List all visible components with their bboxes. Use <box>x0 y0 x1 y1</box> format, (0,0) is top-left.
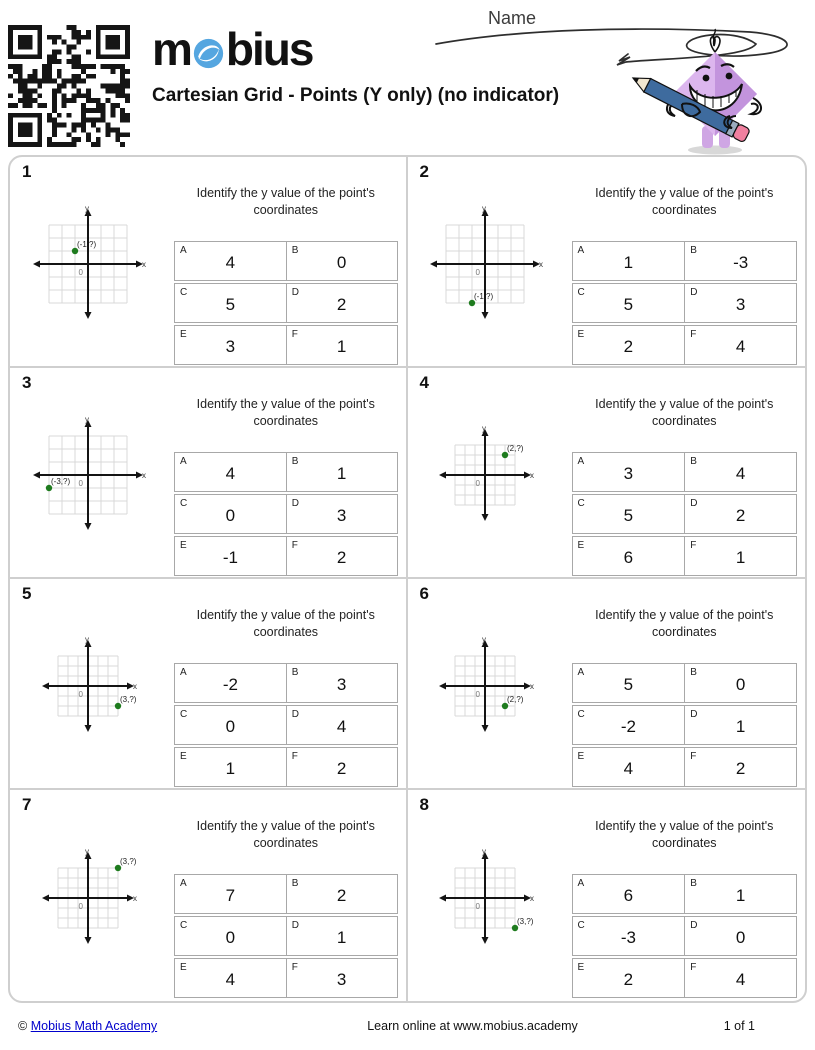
answer-option <box>684 284 796 322</box>
answer-value: 2 <box>623 336 634 356</box>
answer-value: 1 <box>735 716 746 736</box>
answer-letter: E <box>180 328 187 340</box>
answer-value: 1 <box>623 252 634 272</box>
answer-option <box>684 748 796 786</box>
mascot-illustration <box>630 29 761 155</box>
answer-row <box>572 747 798 787</box>
answer-option <box>286 706 397 744</box>
answer-letter: F <box>690 328 697 340</box>
answer-value: 2 <box>336 294 347 314</box>
mini-cartesian-grid <box>437 846 554 945</box>
question-text: Identify the y value of the point's coordinates <box>595 819 774 850</box>
answer-table <box>572 452 798 576</box>
answer-letter: E <box>180 961 187 973</box>
answer-row <box>572 494 798 534</box>
point-label: (-3,?) <box>50 477 70 486</box>
qr-code <box>8 25 130 147</box>
answer-row <box>174 241 398 281</box>
answer-value: 2 <box>735 758 746 778</box>
answer-letter: B <box>291 244 299 256</box>
answer-value: -2 <box>620 716 636 736</box>
logo-text-post: bius <box>225 23 313 75</box>
answer-value: 3 <box>336 674 347 694</box>
name-label: Name <box>488 8 537 28</box>
answer-row <box>174 874 398 914</box>
answer-letter: C <box>577 497 585 509</box>
answer-letter: D <box>690 497 698 509</box>
answer-letter: B <box>690 877 697 889</box>
answer-option <box>573 495 685 533</box>
answer-letter: E <box>180 750 187 762</box>
answer-value: 6 <box>623 885 634 905</box>
answer-value: 5 <box>225 294 236 314</box>
answer-value: 4 <box>735 463 746 483</box>
answer-value: 4 <box>336 716 347 736</box>
answer-letter: E <box>180 539 187 551</box>
answer-row <box>572 283 798 323</box>
answer-value: 0 <box>225 505 236 525</box>
answer-option <box>573 748 685 786</box>
answer-value: 1 <box>336 336 347 356</box>
svg-text:0: 0 <box>475 479 480 488</box>
answer-row <box>572 452 798 492</box>
question-text: Identify the y value of the point's coordinates <box>595 186 774 217</box>
footer-copyright: © Mobius Math Academy <box>18 1019 158 1033</box>
problem-number: 6 <box>419 584 429 603</box>
answer-value: 4 <box>225 969 236 989</box>
answer-value: -3 <box>620 927 636 947</box>
point-label: (3,?) <box>517 917 534 926</box>
answer-option <box>573 706 685 744</box>
answer-table <box>572 663 798 787</box>
mascot-eye <box>726 73 733 80</box>
svg-text:y: y <box>482 847 486 856</box>
answer-value: 1 <box>735 547 746 567</box>
mini-cartesian-grid <box>31 203 166 320</box>
answer-option <box>573 284 685 322</box>
answer-option <box>573 875 685 913</box>
question-area <box>570 579 806 788</box>
answer-option <box>684 537 796 575</box>
answer-letter: B <box>291 666 299 678</box>
answer-value: 2 <box>336 885 347 905</box>
answer-option <box>286 537 397 575</box>
answer-option <box>573 917 685 955</box>
answer-letter: F <box>291 539 298 551</box>
problem-number: 5 <box>22 584 32 603</box>
svg-text:0: 0 <box>78 268 83 277</box>
answer-letter: D <box>690 708 698 720</box>
answer-option <box>684 875 796 913</box>
problems-grid <box>8 155 807 1003</box>
answer-row <box>174 325 398 365</box>
answer-value: 3 <box>336 969 347 989</box>
answer-letter: C <box>180 919 188 931</box>
answer-option <box>684 453 796 491</box>
answer-option <box>175 917 286 955</box>
coordinate-grid-graph <box>10 368 172 577</box>
answer-letter: B <box>690 666 697 678</box>
svg-text:x: x <box>539 260 543 269</box>
answer-option <box>175 326 286 364</box>
svg-text:0: 0 <box>78 690 83 699</box>
answer-letter: E <box>577 961 585 973</box>
mascot-arm <box>751 98 761 114</box>
problem-cell <box>408 368 806 579</box>
answer-row <box>572 916 798 956</box>
answer-value: 4 <box>623 758 634 778</box>
answer-value: -3 <box>733 252 749 272</box>
answer-letter: E <box>577 328 585 340</box>
point-label: (-1,?) <box>474 292 494 301</box>
point-label: (3,?) <box>119 857 136 866</box>
question-text: Identify the y value of the point's coordinates <box>196 819 375 850</box>
footer-center-text: Learn online at www.mobius.academy <box>367 1019 578 1033</box>
question-area <box>172 157 406 366</box>
question-area <box>172 368 406 577</box>
answer-table <box>174 874 398 998</box>
mascot-shadow <box>688 146 742 155</box>
mascot-knot <box>710 37 720 52</box>
answer-value: 5 <box>623 674 634 694</box>
mascot-eye <box>703 75 710 82</box>
answer-letter: A <box>180 666 187 678</box>
answer-letter: C <box>180 497 188 509</box>
answer-letter: C <box>180 708 188 720</box>
answer-option <box>573 664 685 702</box>
page-indicator: 1 of 1 <box>723 1019 755 1033</box>
answer-letter: C <box>180 286 188 298</box>
answer-option <box>286 284 397 322</box>
answer-value: 2 <box>735 505 746 525</box>
answer-option <box>286 242 397 280</box>
answer-value: 4 <box>225 252 236 272</box>
answer-value: 2 <box>623 969 634 989</box>
worksheet-header <box>0 0 815 155</box>
answer-letter: D <box>291 497 299 509</box>
question-text: Identify the y value of the point's coordinates <box>196 186 375 217</box>
point-label: (2,?) <box>507 444 524 453</box>
answer-option <box>175 284 286 322</box>
question-text: Identify the y value of the point's coordinates <box>196 397 375 428</box>
answer-value: 6 <box>623 547 634 567</box>
answer-option <box>286 495 397 533</box>
answer-letter: C <box>577 919 585 931</box>
question-text: Identify the y value of the point's coordinates <box>196 608 375 639</box>
coordinate-grid-graph <box>408 790 570 1001</box>
answer-value: 3 <box>735 294 746 314</box>
answer-value: 0 <box>735 674 746 694</box>
question-area <box>570 157 806 366</box>
coordinate-grid-graph <box>408 368 570 577</box>
question-text: Identify the y value of the point's coordinates <box>595 397 774 428</box>
problem-cell <box>10 368 408 579</box>
answer-row <box>572 663 798 703</box>
answer-value: 0 <box>735 927 746 947</box>
answer-table <box>174 663 398 787</box>
answer-row <box>174 958 398 998</box>
answer-letter: E <box>577 539 585 551</box>
answer-letter: A <box>577 666 585 678</box>
answer-option <box>175 959 286 997</box>
answer-option <box>175 242 286 280</box>
answer-option <box>573 537 685 575</box>
answer-letter: A <box>577 244 585 256</box>
answer-letter: B <box>690 244 697 256</box>
answer-row <box>572 874 798 914</box>
answer-value: 5 <box>623 505 634 525</box>
svg-text:y: y <box>84 635 89 644</box>
problem-number: 8 <box>419 795 429 814</box>
answer-row <box>572 241 798 281</box>
question-text: Identify the y value of the point's coordinates <box>595 608 774 639</box>
answer-value: 3 <box>336 505 347 525</box>
question-area <box>172 790 406 1001</box>
answer-table <box>572 241 798 365</box>
problem-number: 1 <box>22 162 32 181</box>
problem-cell <box>408 790 806 1001</box>
answer-option <box>286 917 397 955</box>
svg-text:x: x <box>132 894 137 903</box>
answer-option <box>684 242 796 280</box>
answer-option <box>684 706 796 744</box>
answer-value: 7 <box>225 885 236 905</box>
answer-value: 2 <box>336 758 347 778</box>
answer-option <box>175 495 286 533</box>
answer-value: 3 <box>225 336 236 356</box>
answer-letter: A <box>180 455 187 467</box>
answer-row <box>174 283 398 323</box>
svg-text:0: 0 <box>78 902 83 911</box>
answer-option <box>286 453 397 491</box>
answer-row <box>174 536 398 576</box>
problem-cell <box>10 790 408 1001</box>
question-area <box>570 790 806 1001</box>
answer-row <box>572 325 798 365</box>
answer-row <box>174 452 398 492</box>
qr-code-image <box>8 25 130 147</box>
mini-cartesian-grid <box>428 203 563 320</box>
svg-text:y: y <box>84 847 89 856</box>
answer-letter: F <box>690 539 697 551</box>
point-label: (-1,?) <box>76 240 96 249</box>
question-area <box>172 579 406 788</box>
mobius-academy-link[interactable]: Mobius Math Academy <box>30 1019 158 1033</box>
problem-number: 3 <box>22 373 32 392</box>
answer-option <box>175 748 286 786</box>
mini-cartesian-grid <box>40 846 157 945</box>
answer-value: 5 <box>623 294 634 314</box>
answer-option <box>684 664 796 702</box>
answer-option <box>684 959 796 997</box>
answer-letter: F <box>690 961 697 973</box>
question-area <box>570 368 806 577</box>
answer-row <box>174 705 398 745</box>
answer-row <box>174 663 398 703</box>
answer-letter: F <box>291 750 298 762</box>
answer-value: 1 <box>735 885 746 905</box>
answer-row <box>174 916 398 956</box>
answer-option <box>684 917 796 955</box>
answer-letter: A <box>180 877 187 889</box>
answer-letter: B <box>291 877 299 889</box>
svg-text:0: 0 <box>78 479 83 488</box>
answer-letter: A <box>577 455 585 467</box>
answer-letter: B <box>690 455 697 467</box>
answer-option <box>286 664 397 702</box>
answer-option <box>286 959 397 997</box>
answer-letter: D <box>291 919 299 931</box>
mini-cartesian-grid <box>31 414 166 531</box>
answer-row <box>572 705 798 745</box>
answer-option <box>286 748 397 786</box>
answer-letter: F <box>690 750 697 762</box>
mini-cartesian-grid <box>40 634 157 733</box>
answer-option <box>573 326 685 364</box>
problem-cell <box>10 157 408 368</box>
answer-value: -2 <box>222 674 238 694</box>
answer-letter: F <box>291 961 298 973</box>
answer-option <box>573 242 685 280</box>
answer-value: 0 <box>225 716 236 736</box>
coordinate-grid-graph <box>10 579 172 788</box>
answer-table <box>174 241 398 365</box>
mobius-logo-o-icon <box>193 38 224 69</box>
answer-row <box>572 958 798 998</box>
worksheet-footer <box>8 1003 807 1049</box>
mini-cartesian-grid <box>437 423 554 522</box>
svg-text:y: y <box>84 204 89 213</box>
svg-text:x: x <box>141 260 146 269</box>
answer-letter: F <box>291 328 298 340</box>
coordinate-grid-graph <box>408 157 570 366</box>
worksheet-title: Cartesian Grid - Points (Y only) (no indicator) <box>152 85 560 106</box>
answer-row <box>174 747 398 787</box>
answer-value: 0 <box>336 252 347 272</box>
svg-text:x: x <box>530 471 534 480</box>
answer-letter: D <box>690 286 698 298</box>
mini-cartesian-grid <box>437 634 554 733</box>
problem-number: 7 <box>22 795 32 814</box>
answer-value: 4 <box>735 336 746 356</box>
svg-text:0: 0 <box>475 268 480 277</box>
answer-letter: C <box>577 286 585 298</box>
svg-text:y: y <box>84 415 89 424</box>
coordinate-grid-graph <box>10 790 172 1001</box>
svg-text:y: y <box>482 424 486 433</box>
answer-option <box>286 326 397 364</box>
svg-text:y: y <box>482 204 486 213</box>
svg-text:0: 0 <box>475 690 480 699</box>
answer-table <box>174 452 398 576</box>
answer-option <box>573 959 685 997</box>
answer-option <box>684 495 796 533</box>
answer-letter: D <box>690 919 698 931</box>
answer-option <box>175 453 286 491</box>
answer-option <box>175 664 286 702</box>
answer-row <box>174 494 398 534</box>
problem-number: 2 <box>419 162 429 181</box>
answer-table <box>572 874 798 998</box>
point-label: (2,?) <box>507 695 524 704</box>
point-label: (3,?) <box>119 695 136 704</box>
problem-cell <box>10 579 408 790</box>
problem-cell <box>408 579 806 790</box>
answer-value: 0 <box>225 927 236 947</box>
answer-letter: D <box>291 286 299 298</box>
answer-value: 1 <box>225 758 236 778</box>
coordinate-grid-graph <box>408 579 570 788</box>
answer-letter: D <box>291 708 299 720</box>
svg-text:x: x <box>141 471 146 480</box>
answer-letter: A <box>577 877 585 889</box>
answer-letter: B <box>291 455 299 467</box>
answer-value: 4 <box>225 463 236 483</box>
answer-letter: C <box>577 708 585 720</box>
answer-option <box>175 537 286 575</box>
answer-value: 4 <box>735 969 746 989</box>
svg-text:x: x <box>530 682 534 691</box>
logo-text-pre: m <box>152 23 191 75</box>
problem-number: 4 <box>419 373 429 392</box>
coordinate-grid-graph <box>10 157 172 366</box>
svg-text:0: 0 <box>475 902 480 911</box>
answer-letter: E <box>577 750 585 762</box>
answer-option <box>175 706 286 744</box>
answer-value: 3 <box>623 463 634 483</box>
name-underline-doodle <box>436 29 787 65</box>
answer-option <box>175 875 286 913</box>
svg-text:x: x <box>132 682 137 691</box>
svg-text:x: x <box>530 894 534 903</box>
answer-option <box>684 326 796 364</box>
header-doodle <box>420 0 815 158</box>
problem-cell <box>408 157 806 368</box>
answer-letter: A <box>180 244 187 256</box>
answer-value: 1 <box>336 927 347 947</box>
answer-value: 2 <box>336 547 347 567</box>
answer-option <box>573 453 685 491</box>
answer-value: -1 <box>222 547 238 567</box>
answer-row <box>572 536 798 576</box>
answer-value: 1 <box>336 463 347 483</box>
svg-text:y: y <box>482 635 486 644</box>
answer-option <box>286 875 397 913</box>
